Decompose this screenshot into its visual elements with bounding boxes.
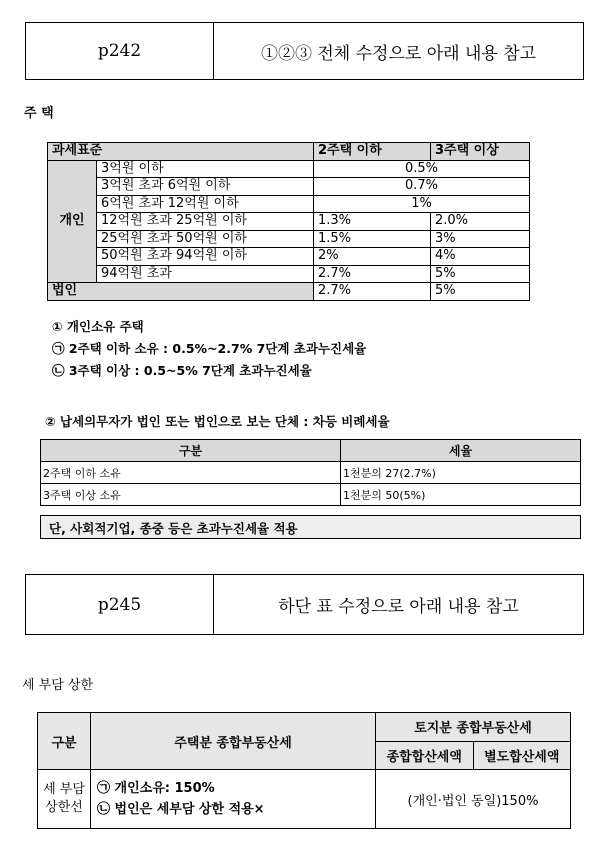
housing-cap-line: ㉠ 개인소유: 150% [97, 781, 215, 796]
header-combined: 종합합산세액 [376, 741, 474, 770]
corporate-rate-table [40, 439, 581, 506]
table-cell: 2.7% [314, 265, 431, 283]
table-cell: 2.7% [314, 283, 431, 301]
table-cell-merged: 0.5% [314, 160, 530, 178]
table-cell: 2.0% [431, 213, 530, 231]
tax-cap-table [37, 712, 571, 829]
table-cell: 1.3% [314, 213, 431, 231]
table-cell-merged: 1% [314, 195, 530, 213]
header-separate: 별도합산세액 [473, 741, 571, 770]
table-cell: 3% [431, 230, 530, 248]
tax-rate-table [47, 142, 530, 301]
table-cell: 5% [431, 283, 530, 301]
notes-corporate-title: ② 납세의무자가 법인 또는 법인으로 보는 단체 : 차등 비례세율 [45, 414, 390, 429]
header-land-tax: 토지분 종합부동산세 [376, 713, 571, 742]
housing-cap-line: ㉡ 법인은 세부담 상한 적용× [97, 802, 265, 817]
revision-note: 하단 표 수정으로 아래 내용 참고 [278, 597, 519, 617]
notes-line: ㉡ 3주택 이상 : 0.5~5% 7단계 초과누진세율 [52, 363, 312, 378]
header-box-p245 [25, 574, 584, 635]
table-row-label: 12억원 초과 25억원 이하 [97, 213, 314, 231]
page-ref: p245 [26, 575, 214, 634]
table-cell: 2주택 이하 소유 [41, 462, 341, 484]
housing-cap-cell [91, 770, 376, 829]
table-cell-merged: 0.7% [314, 178, 530, 196]
table-cell: 1.5% [314, 230, 431, 248]
header-rate: 세율 [341, 440, 581, 462]
header-category: 구분 [38, 713, 91, 770]
table-row-label: 94억원 초과 [97, 265, 314, 283]
notes-line: ㉠ 2주택 이하 소유 : 0.5%~2.7% 7단계 초과누진세율 [52, 341, 367, 356]
exception-note: 단, 사회적기업, 종중 등은 초과누진세율 적용 [40, 515, 581, 539]
table-row-label: 3억원 이하 [97, 160, 314, 178]
table-cell: 1천분의 27(2.7%) [341, 462, 581, 484]
revision-note: ①②③ 전체 수정으로 아래 내용 참고 [260, 43, 537, 64]
table-cell: 3주택 이상 소유 [41, 484, 341, 506]
section-title-cap: 세 부담 상한 [22, 678, 94, 693]
header-category: 구분 [41, 440, 341, 462]
section-title-housing: 주 택 [24, 106, 54, 121]
land-cap-cell: (개인·법인 동일)150% [376, 770, 571, 829]
header-tax-base: 과세표준 [48, 143, 314, 161]
page-ref: p242 [26, 23, 214, 79]
notes-title: ① 개인소유 주택 [52, 319, 144, 334]
row-label-cap: 세 부담 상한선 [38, 770, 91, 829]
header-housing-tax: 주택분 종합부동산세 [91, 713, 376, 770]
table-row-label: 3억원 초과 6억원 이하 [97, 178, 314, 196]
notes-individual [52, 316, 366, 382]
table-cell: 4% [431, 248, 530, 266]
table-row-label: 50억원 초과 94억원 이하 [97, 248, 314, 266]
group-corporate: 법인 [48, 283, 314, 301]
table-cell: 1천분의 50(5%) [341, 484, 581, 506]
header-three-or-more: 3주택 이상 [431, 143, 530, 161]
header-two-or-less: 2주택 이하 [314, 143, 431, 161]
table-row-label: 6억원 초과 12억원 이하 [97, 195, 314, 213]
group-individual: 개인 [48, 160, 97, 283]
table-cell: 2% [314, 248, 431, 266]
header-box-p242 [25, 22, 584, 80]
table-cell: 5% [431, 265, 530, 283]
table-row-label: 25억원 초과 50억원 이하 [97, 230, 314, 248]
